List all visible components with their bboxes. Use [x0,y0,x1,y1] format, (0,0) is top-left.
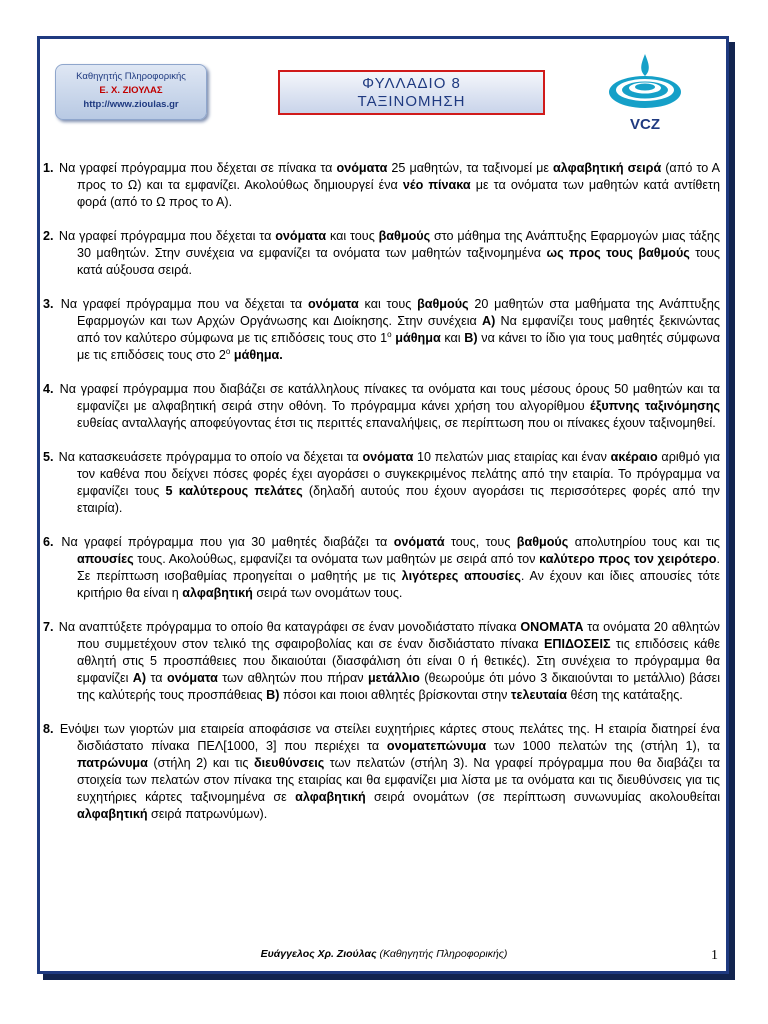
exercise-text: σειρά ονομάτων (σε περίπτωση συνωνυμίας ακολουθείται [365,790,721,804]
exercise-text: Ενόψει των γιορτών μια εταιρεία αποφάσισε να στείλει ευχητήριες κάρτες στους πελάτες της. Η εταιρία διατηρεί ένα δισδιάστατο πίνακα ΠΕΛ[1000, 3] που περιέχει τα [55,722,720,753]
emphasis-text: ονόματα [336,161,388,175]
exercise-text: τα [146,671,167,685]
exercise-text: (θεωρούμε ότι μόνο 3 δικαιούνται το μετάλλιο) βάσει της καλύτερής τους προσπάθειας [77,671,721,702]
sheet-title [278,70,545,115]
emphasis-text: βαθμούς [378,229,431,243]
author-url: http://www.zioulas.gr [83,99,179,110]
footer-author: Ευάγγελος Χρ. Ζιούλας [260,948,377,960]
exercise-text: . Αν έχουν και ίδιες απουσίες τότε κριτήριο θα είναι η [77,569,720,600]
exercise-text: Να γραφεί πρόγραμμα που διαβάζει σε κατάλληλους πίνακες τα ονόματα και τους μέσους όρους 50 μαθητών και τα εμφανίζει με αλφαβητική σειρά στην οθόνη. Το πρόγραμμα κάνει χρήση του αλγορίθμου [55,382,720,413]
emphasis-text: ακέραιο [610,450,658,464]
emphasis-text: ονόματα [362,450,414,464]
footer-role: (Καθηγητής Πληροφορικής) [379,948,508,960]
emphasis-text: ονόματα [167,671,218,685]
exercise-text: . Σε περίπτωση ισοβαθμίας προηγείται ο μαθητής με τις [77,552,720,583]
exercise-text: να κάνει το ίδιο για τους μαθητές σύμφωνα με τις επιδόσεις τους στο 2 [77,331,720,362]
emphasis-text: ΟΝΟΜΑΤΑ [520,620,584,634]
exercise-item [43,296,720,364]
emphasis-text: ως προς τους βαθμούς [546,246,690,260]
exercise-text: (από το Α προς το Ω) και τα εμφανίζει. Ακολούθως δημιουργεί ένα [77,161,720,192]
exercise-text: των πελατών (στήλη 3). Να γραφεί πρόγραμμα που θα διαβάζει τα στοιχεία των πελατών στον πίνακα της εταιρίας και θα εμφανίζει μια λίστα με τα ονόματα και τις διευθύνσεις για τις ευχητήριες κάρτες ταξινομημένα σε [77,756,720,804]
exercise-text: 25 μαθητών, τα ταξινομεί με [387,161,553,175]
emphasis-text: ονοματεπώνυμα [386,739,487,753]
exercise-text: 10 πελατών μιας εταιρίας και έναν [413,450,611,464]
exercise-item [43,228,720,279]
exercise-number: 6. [43,535,54,549]
author-name: Ε. Χ. ΖΙΟΥΛΑΣ [99,85,163,96]
emphasis-text: Β) [464,331,478,345]
emphasis-text: διευθύνσεις [254,756,325,770]
emphasis-text: 5 καλύτερους πελάτες [165,484,303,498]
exercise-text: και τους [358,297,418,311]
exercise-item [43,449,720,517]
exercise-text: τους, τους [444,535,517,549]
sheet-title-line1: ΦΥΛΛΑΔΙΟ 8 [362,75,461,92]
exercise-number: 3. [43,297,54,311]
exercise-item [43,619,720,704]
exercise-text: τους. Ακολούθως, εμφανίζει τα ονόματα των μαθητών με σειρά από τον [133,552,540,566]
emphasis-text: ονόματα [275,229,327,243]
emphasis-text: τελευταία [510,688,568,702]
logo-text: VCZ [630,116,660,133]
exercise-text: αριθμό για τον καθένα που δείχνει πόσες φορές έχει αγοράσει ο συγκεκριμένος πελάτης από την εταιρία. Το πρόγραμμα να εμφανίζει τους [77,450,720,498]
emphasis-text: ΕΠΙΔΟΣΕΙΣ [543,637,611,651]
exercise-item [43,534,720,602]
exercise-number: 7. [43,620,54,634]
exercise-text: των αθλητών που πήραν [217,671,368,685]
emphasis-text: καλύτερο προς τον χειρότερο [539,552,717,566]
exercise-text: σειρά πατρωνύμων). [147,807,268,821]
exercise-number: 4. [43,382,54,396]
exercise-text: Να γραφεί πρόγραμμα που δέχεται τα [55,229,276,243]
emphasis-text: μάθημα [391,331,441,345]
exercise-number: 5. [43,450,54,464]
emphasis-text: πατρώνυμα [77,756,148,770]
exercise-number: 1. [43,161,54,175]
exercise-text: στο μάθημα της Ανάπτυξης Εφαρμογών μιας τάξης 30 μαθητών. Στην συνέχεια να εμφανίζει τα ονόματα των μαθητών ταξινομημένα [77,229,720,260]
emphasis-text: ονόματα [307,297,359,311]
exercise-text: τα ονόματα 20 αθλητών που συμμετέχουν στον τελικό της σφαιροβολίας και σε έναν δισδιάστατο πίνακα [77,620,720,651]
exercise-text: πόσοι και ποιοι αθλητές βρίσκονται στην [279,688,511,702]
emphasis-text: Α) [482,314,496,328]
exercise-text: Να γραφεί πρόγραμμα που δέχεται σε πίνακα τα [55,161,337,175]
exercise-number: 8. [43,722,54,736]
exercise-text: με τα ονόματα των μαθητών κατά αντίθετη φορά (από το Ω προς το Α). [77,178,720,209]
exercise-item [43,160,720,211]
page-number: 1 [711,948,718,963]
emphasis-text: αλφαβητική [77,807,148,821]
exercise-text: απολυτηρίου τους και τις [568,535,720,549]
emphasis-text: αλφαβητική [182,586,253,600]
exercise-text: και [440,331,465,345]
exercise-item [43,381,720,432]
exercise-list [43,160,720,840]
exercise-text: Να κατασκευάσετε πρόγραμμα το οποίο να δέχεται τα [55,450,363,464]
exercise-item [43,721,720,823]
emphasis-text: ονόματά [393,535,445,549]
exercise-text: (δηλαδή αυτούς που έχουν αγοράσει τις περισσότερες φορές από την εταιρία). [77,484,720,515]
exercise-text: ευθείας ανταλλαγής αποφεύγοντας έτσι τις περιττές επαναλήψεις, σε περίπτωση που οι πίνακες έχουν ταξινομηθεί. [77,416,716,430]
emphasis-text: νέο πίνακα [402,178,471,192]
exercise-text: Να εμφανίζει τους μαθητές ξεκινώντας από τον καλύτερο σύμφωνα με τις επιδόσεις τους στο 1 [77,314,720,345]
emphasis-text: αλφαβητική [295,790,366,804]
exercise-number: 2. [43,229,54,243]
emphasis-text: μετάλλιο [367,671,420,685]
exercise-text: Να γραφεί πρόγραμμα που για 30 μαθητές διαβάζει τα [55,535,394,549]
emphasis-text: λιγότερες απουσίες [401,569,521,583]
exercise-text: (στήλη 2) και τις [147,756,255,770]
vcz-logo [605,52,685,134]
exercise-text: σειρά των ονομάτων τους. [252,586,403,600]
emphasis-text: έξυπνης ταξινόμησης [590,399,720,413]
emphasis-text: βαθμούς [417,297,469,311]
exercise-text: θέση της κατάταξης. [567,688,683,702]
exercise-text: Να αναπτύξετε πρόγραμμα το οποίο θα καταγράφει σε έναν μονοδιάστατο πίνακα [55,620,521,634]
exercise-text: 20 μαθητών στα μαθήματα της Ανάπτυξης Εφαρμογών και των Αρχών Οργάνωσης και Διοίκησης. Στην συνέχεια [77,297,720,328]
emphasis-text: Β) [266,688,280,702]
emphasis-text: Α) [132,671,147,685]
ordinal-superscript: ο [387,329,392,339]
exercise-text: τους κατά αύξουσα σειρά. [77,246,721,277]
exercise-text: και τους [326,229,379,243]
emphasis-text: βαθμούς [516,535,569,549]
sheet-title-line2: ΤΑΞΙΝΟΜΗΣΗ [357,93,466,110]
emphasis-text: αλφαβητική σειρά [552,161,662,175]
author-title: Καθηγητής Πληροφορικής [76,71,186,82]
emphasis-text: μάθημα. [230,348,283,362]
footer [0,948,768,960]
exercise-text: των 1000 πελατών της (στήλη 1), τα [486,739,721,753]
author-badge [55,64,207,120]
exercise-text: Να γραφεί πρόγραμμα που να δέχεται τα [55,297,308,311]
emphasis-text: απουσίες [77,552,134,566]
ordinal-superscript: ο [225,346,231,356]
exercise-text: τις επιδόσεις κάθε αθλητή στις 5 προσπάθειες που δικαιούται (διασφάλιση ότι είναι 0 ή θετικές). Στη συνέχεια το πρόγραμμα θα εμφανίζει [77,637,720,685]
